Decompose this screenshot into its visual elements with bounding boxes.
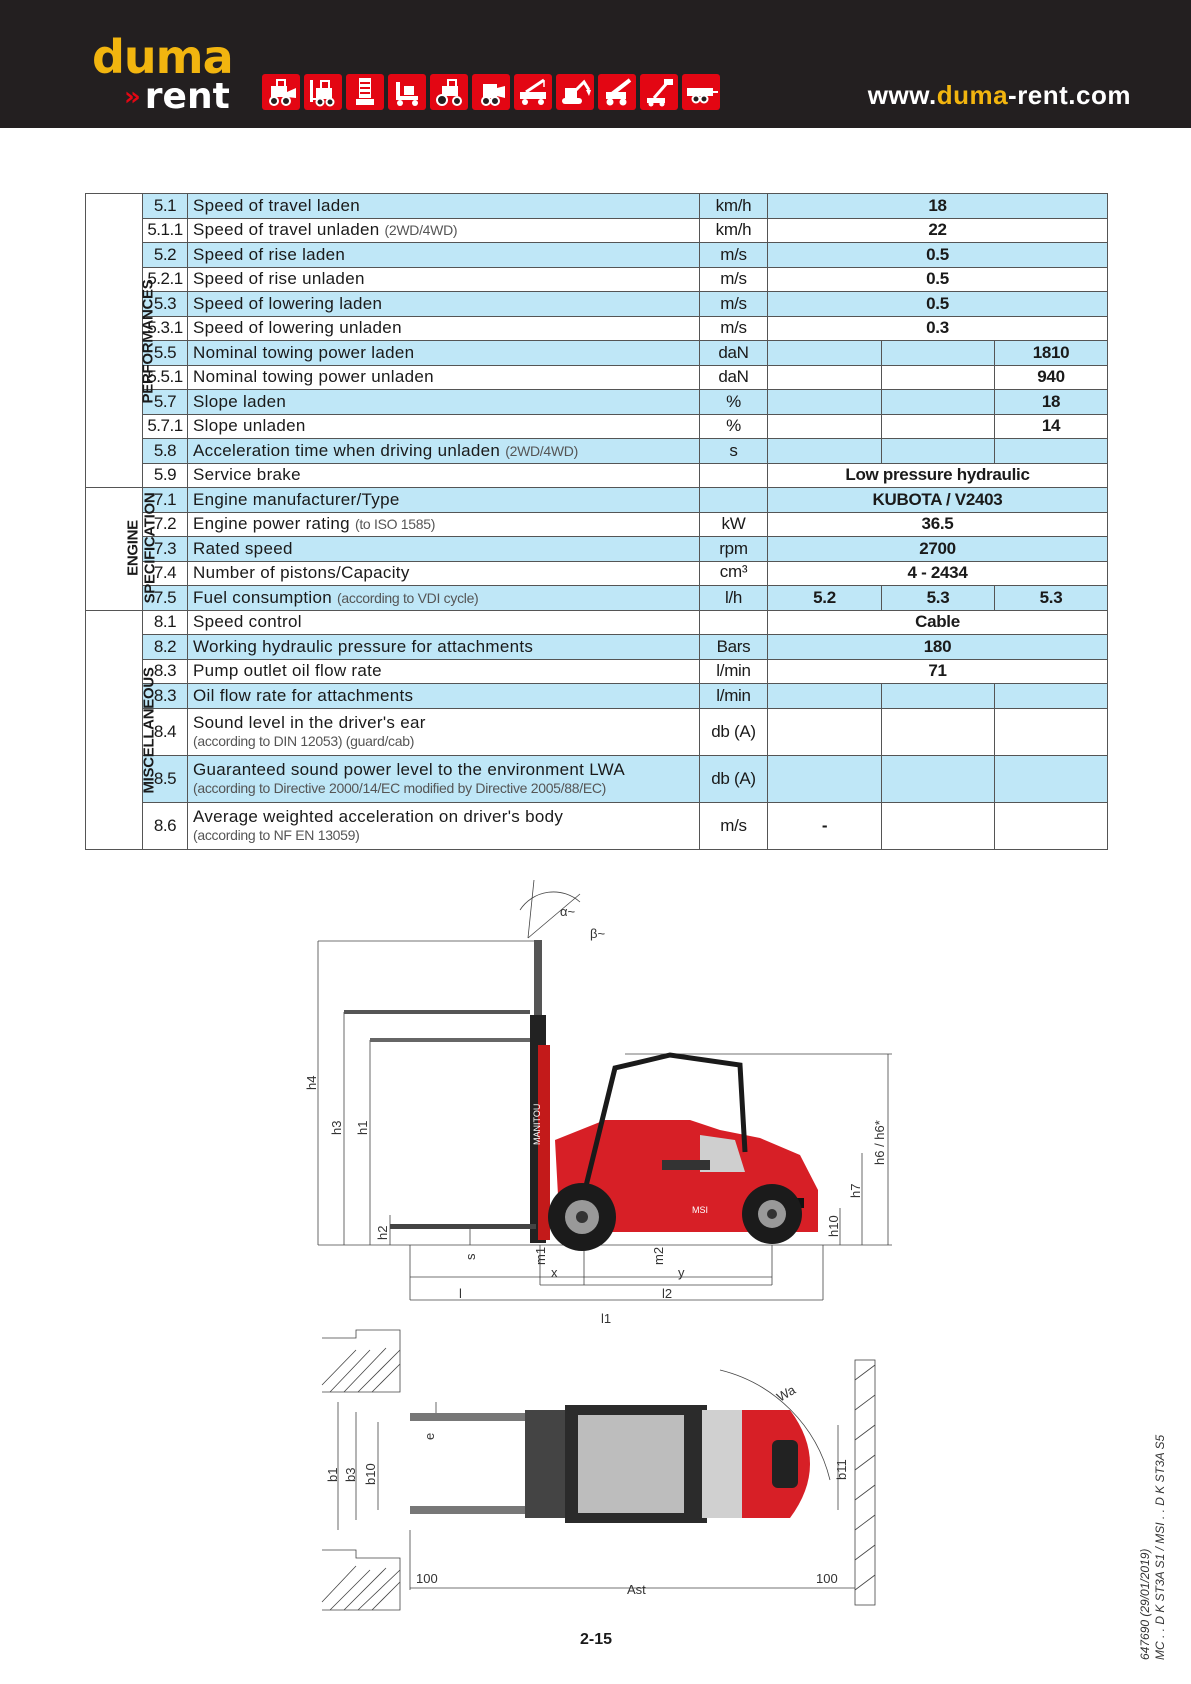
row-number: 7.4 [143,561,188,586]
row-number: 5.7.1 [143,414,188,439]
pallet-truck-icon[interactable] [388,74,426,110]
s-label: s [463,1253,478,1260]
row-value-merged: 4 - 2434 [768,561,1108,586]
row-unit: s [700,439,768,464]
b10-label: b10 [363,1463,378,1485]
row-name-text: Nominal towing power unladen [193,367,434,387]
counterweight-model-label: MSI [692,1205,709,1215]
row-unit: m/s [700,802,768,849]
row-value-col2 [882,390,995,415]
h10-label: h10 [826,1215,841,1237]
spec-row [86,659,1108,684]
tractor-icon[interactable] [430,74,468,110]
section-miscellaneous: MISCELLANEOUS [140,666,158,794]
logo-top-text: duma [92,30,233,84]
row-note: (according to NF EN 13059) [193,827,360,843]
forklift-side-view [548,1055,818,1251]
row-name [188,365,700,390]
row-unit: m/s [700,316,768,341]
row-value-col2 [882,365,995,390]
row-value-merged: 180 [768,635,1108,660]
row-note: (according to VDI cycle) [337,589,479,606]
spec-row [86,802,1108,849]
spec-table [85,193,1108,850]
h6-label: h6 / h6* [872,1120,887,1165]
row-number: 7.2 [143,512,188,537]
row-name-text: Slope unladen [193,416,306,436]
row-name-text: Speed of travel laden [193,195,360,215]
row-name [188,586,700,611]
clearance-right-label: 100 [816,1571,838,1586]
row-name [188,292,700,317]
equipment-icon-strip [262,74,720,110]
row-name [188,635,700,660]
row-name-text: Engine manufacturer/Type [193,489,400,509]
top-view-diagram [322,1330,875,1610]
row-number: 5.3.1 [143,316,188,341]
spec-row [86,414,1108,439]
row-value-col3: 1810 [995,341,1108,366]
row-name-text: Sound level in the driver's ear [193,713,426,732]
row-name [188,755,700,802]
row-name-text: Service brake [193,465,301,485]
row-number: 5.1.1 [143,218,188,243]
row-name [188,194,700,219]
row-number: 8.3 [143,684,188,709]
row-unit [700,463,768,488]
logo-bottom-text [124,78,230,116]
row-note: (2WD/4WD) [505,442,578,459]
row-value-col1 [768,684,882,709]
row-value-col3 [995,802,1108,849]
row-value-merged: 0.5 [768,243,1108,268]
row-value-col1 [768,439,882,464]
row-value-merged: 22 [768,218,1108,243]
spec-row [86,463,1108,488]
row-name-text: Speed of lowering unladen [193,318,402,338]
row-name-text: Speed of rise unladen [193,269,365,289]
telehandler-icon[interactable] [598,74,636,110]
row-number: 7.3 [143,537,188,562]
row-name-text: Engine power rating [193,514,350,534]
row-value-merged: 0.3 [768,316,1108,341]
row-name-text: Guaranteed sound power level to the environment LWA [193,760,626,779]
spec-row [86,610,1108,635]
row-note: (according to DIN 12053) (guard/cab) [193,733,415,749]
row-unit: km/h [700,194,768,219]
spec-row [86,512,1108,537]
spec-row [86,708,1108,755]
spec-row [86,390,1108,415]
spec-row [86,267,1108,292]
row-value-col1 [768,414,882,439]
row-name [188,512,700,537]
row-name-text: Speed of rise laden [193,244,346,264]
row-unit: l/min [700,684,768,709]
page-number: 2-15 [580,1631,613,1648]
row-number: 5.8 [143,439,188,464]
row-unit: m/s [700,292,768,317]
row-name [188,659,700,684]
spec-row [86,243,1108,268]
row-name [188,316,700,341]
row-value-col1 [768,365,882,390]
b3-label: b3 [343,1467,358,1482]
h1-label: h1 [355,1120,370,1135]
row-number: 8.5 [143,755,188,802]
wa-label: Wa [774,1382,798,1405]
row-note: (2WD/4WD) [384,222,458,239]
row-name [188,341,700,366]
row-name-text: Pump outlet oil flow rate [193,661,382,681]
row-number: 5.5 [143,341,188,366]
spec-row [86,341,1108,366]
row-number: 5.7 [143,390,188,415]
row-unit: km/h [700,218,768,243]
row-name [188,463,700,488]
row-value-col3: 5.3 [995,586,1108,611]
row-value-col1: - [768,802,882,849]
row-number: 5.2 [143,243,188,268]
row-unit: db (A) [700,708,768,755]
row-note: (to ISO 1585) [354,516,436,533]
row-value-merged: 71 [768,659,1108,684]
row-value-col1: 5.2 [768,586,882,611]
row-value-merged: Low pressure hydraulic [768,463,1108,488]
row-value-col2: 5.3 [882,586,995,611]
row-value-merged: 2700 [768,537,1108,562]
row-name [188,218,700,243]
compactor-icon[interactable] [346,74,384,110]
row-value-col3: 14 [995,414,1108,439]
row-value-col2 [882,414,995,439]
row-unit: l/h [700,586,768,611]
section-engine-line1: ENGINE [124,520,142,577]
row-value-col2 [882,684,995,709]
row-value-merged: 18 [768,194,1108,219]
row-value-merged: Cable [768,610,1108,635]
row-number: 8.4 [143,708,188,755]
row-name-text: Speed control [193,612,302,632]
spec-row [86,635,1108,660]
spec-row [86,439,1108,464]
h2-label: h2 [375,1225,390,1240]
row-value-col3 [995,439,1108,464]
m2-label: m2 [651,1246,666,1265]
row-name-text: Average weighted acceleration on driver's body [193,807,564,826]
section-performances: PERFORMANCES [139,279,157,403]
doc-ref-line1: 647690 (29/01/2019) [1138,1548,1152,1660]
row-value-col3: 18 [995,390,1108,415]
row-number: 5.5.1 [143,365,188,390]
spec-row [86,755,1108,802]
row-name-text: Acceleration time when driving unladen [193,440,501,460]
x-label: x [551,1265,558,1280]
row-number: 7.5 [143,586,188,611]
row-number: 5.9 [143,463,188,488]
row-note: (according to Directive 2000/14/EC modified by Directive 2005/88/EC) [193,780,607,796]
row-value-col2 [882,802,995,849]
doc-ref-line2: MC . . D K ST3A S1 / MSI . . D K ST3A S5 [1153,1434,1167,1660]
section-engine-specification [124,493,158,604]
row-value-col3 [995,684,1108,709]
row-value-merged: 36.5 [768,512,1108,537]
side-view-diagram [304,880,892,1326]
row-value-col3: 940 [995,365,1108,390]
row-name-text: Speed of lowering laden [193,293,383,313]
row-unit: m/s [700,243,768,268]
spec-row [86,218,1108,243]
row-name [188,390,700,415]
row-value-col2 [882,439,995,464]
m1-label: m1 [533,1246,548,1265]
row-name [188,708,700,755]
b11-label: b11 [834,1459,849,1480]
ast-label: Ast [627,1582,646,1597]
row-name [188,439,700,464]
forklift-top-view [410,1405,810,1523]
page-header [0,0,1191,128]
spec-row [86,292,1108,317]
clearance-left-label: 100 [416,1571,438,1586]
aerial-platform-icon[interactable] [640,74,678,110]
row-value-col3 [995,755,1108,802]
spec-row [86,561,1108,586]
row-name-text: Speed of travel unladen [193,220,380,240]
row-value-col2 [882,755,995,802]
row-unit: rpm [700,537,768,562]
row-value-col1 [768,341,882,366]
spec-row [86,365,1108,390]
row-name [188,537,700,562]
row-name [188,414,700,439]
l-label: l [459,1286,462,1301]
row-unit: daN [700,341,768,366]
row-unit [700,488,768,513]
row-name-text: Working hydraulic pressure for attachments [193,636,534,656]
mast-brand-label: MANITOU [532,1103,542,1145]
e-label: e [422,1432,437,1440]
row-number: 8.3 [143,659,188,684]
h7-label: h7 [848,1183,863,1198]
row-number: 8.1 [143,610,188,635]
l1-label: l1 [601,1311,612,1326]
section-label-cell [86,488,159,611]
row-value-merged: KUBOTA / V2403 [768,488,1108,513]
row-unit: % [700,414,768,439]
row-name [188,684,700,709]
row-name-text: Number of pistons/Capacity [193,563,410,583]
forklift-icon[interactable] [304,74,342,110]
row-name [188,610,700,635]
row-unit [700,610,768,635]
row-name [188,802,700,849]
row-unit: db (A) [700,755,768,802]
row-value-merged: 0.5 [768,267,1108,292]
row-unit: cm³ [700,561,768,586]
row-name-text: Nominal towing power laden [193,342,415,362]
section-label-cell [86,610,158,849]
spec-row [86,537,1108,562]
row-number: 8.6 [143,802,188,849]
row-unit: kW [700,512,768,537]
section-engine-line2: SPECIFICATION [141,492,159,604]
row-unit: daN [700,365,768,390]
row-name-text: Rated speed [193,538,293,558]
row-name [188,488,700,513]
row-unit: l/min [700,659,768,684]
h4-label: h4 [304,1075,319,1090]
excavator-icon[interactable] [556,74,594,110]
spec-row [86,586,1108,611]
beta-label: β~ [590,926,606,941]
spec-row [86,194,1108,219]
row-value-col1 [768,708,882,755]
row-number: 5.2.1 [143,267,188,292]
row-value-col3 [995,708,1108,755]
row-name [188,561,700,586]
row-number: 5.3 [143,292,188,317]
alpha-label: α~ [560,904,576,919]
row-value-col1 [768,390,882,415]
row-name [188,267,700,292]
row-unit: m/s [700,267,768,292]
row-name-text: Oil flow rate for attachments [193,685,414,705]
loader-icon[interactable] [262,74,300,110]
row-number: 5.1 [143,194,188,219]
spec-row [86,684,1108,709]
document-reference [1138,1435,1168,1660]
row-unit: % [700,390,768,415]
y-label: y [678,1265,685,1280]
skid-steer-icon[interactable] [472,74,510,110]
duma-rent-logo[interactable] [92,30,233,117]
trailer-icon[interactable] [682,74,720,110]
l2-label: l2 [662,1286,673,1301]
row-name-text: Slope laden [193,391,287,411]
row-value-col2 [882,708,995,755]
dimension-diagrams [0,880,1191,1660]
spec-row [86,316,1108,341]
row-unit: Bars [700,635,768,660]
logo-chevron: » [124,82,141,112]
website-link[interactable]: www.duma-rent.com [867,80,1131,110]
logo-rent: rent [144,76,230,117]
row-value-col2 [882,341,995,366]
spec-table-body [86,194,1108,850]
row-value-col1 [768,755,882,802]
fork-and-mast [344,940,550,1243]
spec-row [86,488,1108,513]
row-name [188,243,700,268]
row-number: 8.2 [143,635,188,660]
b1-label: b1 [325,1467,340,1482]
h3-label: h3 [329,1120,344,1135]
crane-truck-icon[interactable] [514,74,552,110]
section-label-cell [86,194,157,488]
row-name-text: Fuel consumption [193,587,332,607]
row-number: 7.1 [143,488,188,513]
row-value-merged: 0.5 [768,292,1108,317]
